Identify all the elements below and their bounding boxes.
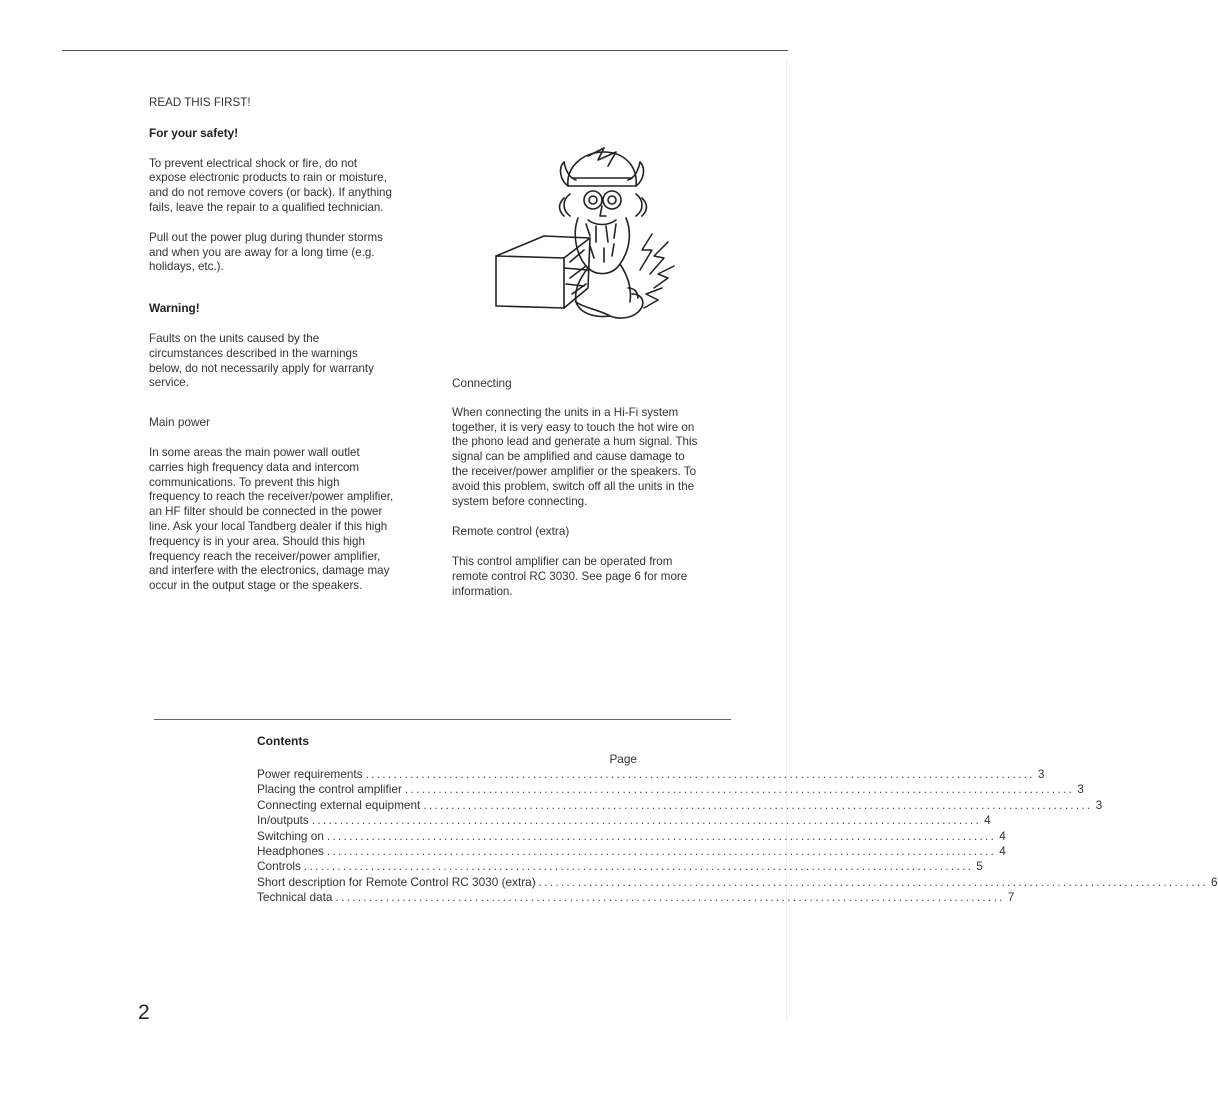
contents-entry-page: 4: [984, 813, 991, 828]
remote-control-heading: Remote control (extra): [452, 524, 570, 539]
contents-entry-title: Power requirements: [257, 767, 363, 781]
contents-entry: [257, 813, 991, 828]
contents-entry-title: Connecting external equipment: [257, 797, 421, 812]
contents-entry-page: 3: [1095, 797, 1103, 812]
contents-entry-page: 6: [1210, 874, 1218, 889]
safety-heading: For your safety!: [149, 125, 239, 140]
dot-leader: ........................................................................................................................: [335, 890, 1005, 905]
warning-heading: Warning!: [149, 301, 200, 316]
page-number: 2: [138, 1001, 150, 1024]
contents-list: [257, 767, 1218, 906]
read-first-caption: READ THIS FIRST!: [149, 96, 251, 109]
table-of-contents: [257, 734, 1218, 906]
contents-entry: [257, 890, 1015, 905]
contents-entry-title: Headphones: [257, 843, 324, 858]
contents-entry-title: Placing the control amplifier: [257, 782, 402, 797]
contents-entry-page: 3: [1037, 767, 1045, 781]
dot-leader: ........................................................................................................................: [326, 843, 997, 858]
contents-entry-page: 3: [1077, 782, 1084, 797]
contents-entry: [257, 828, 1006, 844]
main-power-paragraph: In some areas the main power wall outlet carries high frequency data and intercom communications. To prevent this high frequency to reach the receiver/power amplifier, an HF filter should be connected in the power line. Ask your local Tandberg dealer if this high frequency is in your area. Should this high frequency reach the receiver/power amplifier, and interfere with the electronics, damage may occur in the output stage or the speakers.: [149, 445, 394, 593]
contents-entry: [257, 874, 1218, 890]
contents-entry-title: Controls: [257, 859, 301, 874]
dot-leader: ........................................................................................................................: [404, 782, 1075, 797]
dot-leader: ........................................................................................................................: [303, 859, 974, 874]
contents-entry: [257, 859, 983, 874]
connecting-paragraph: When connecting the units in a Hi-Fi system together, it is very easy to touch the hot wire on the phono lead and generate a hum signal. This signal can be amplified and cause damage to the receiver/power amplifier or the speakers. To avoid this problem, switch off all the units in the system before connecting.: [452, 405, 698, 508]
contents-page-label: Page: [609, 752, 637, 766]
dot-leader: ........................................................................................................................: [311, 813, 982, 828]
dot-leader: ........................................................................................................................: [538, 874, 1208, 889]
contents-entry-page: 4: [999, 843, 1006, 858]
safety-paragraph-2: Pull out the power plug during thunder storms and when you are away for a long time (e.g. holidays, etc.).: [149, 230, 383, 274]
shocked-viking-illustration: [492, 138, 682, 324]
right-column: [452, 376, 742, 600]
contents-entry: [257, 797, 1103, 813]
contents-entry-title: In/outputs: [257, 813, 309, 828]
lightning-icon: [640, 234, 674, 308]
dot-leader: ........................................................................................................................: [423, 797, 1093, 812]
warning-paragraph: Faults on the units caused by the circumstances described in the warnings below, do not necessarily apply for warranty service.: [149, 331, 374, 390]
dot-leader: ........................................................................................................................: [326, 828, 997, 843]
contents-entry: [257, 767, 1045, 782]
contents-entry-title: Technical data: [257, 890, 333, 905]
main-power-heading: Main power: [149, 415, 210, 430]
contents-entry-page: 4: [999, 828, 1006, 843]
contents-divider: [154, 719, 731, 720]
connecting-heading: Connecting: [452, 376, 512, 390]
face: [560, 191, 647, 216]
body: [564, 264, 643, 318]
safety-paragraph-1: To prevent electrical shock or fire, do not expose electronic products to rain or moisture, and do not remove covers (or back). If anything fails, leave the repair to a qualified technician.: [149, 156, 392, 214]
contents-entry: [257, 782, 1084, 797]
contents-entry: [257, 843, 1006, 859]
contents-title: Contents: [257, 734, 309, 748]
remote-control-paragraph: This control amplifier can be operated from remote control RC 3030. See page 6 for more information.: [452, 555, 688, 598]
contents-entry-title: Switching on: [257, 828, 324, 843]
dot-leader: ........................................................................................................................: [365, 767, 1035, 781]
helmet: [561, 148, 644, 186]
left-column: [149, 96, 439, 594]
contents-entry-page: 7: [1007, 890, 1015, 905]
contents-entry-page: 5: [976, 859, 983, 874]
top-rule: [62, 50, 788, 51]
contents-entry-title: Short description for Remote Control RC 3030 (extra): [257, 874, 536, 889]
